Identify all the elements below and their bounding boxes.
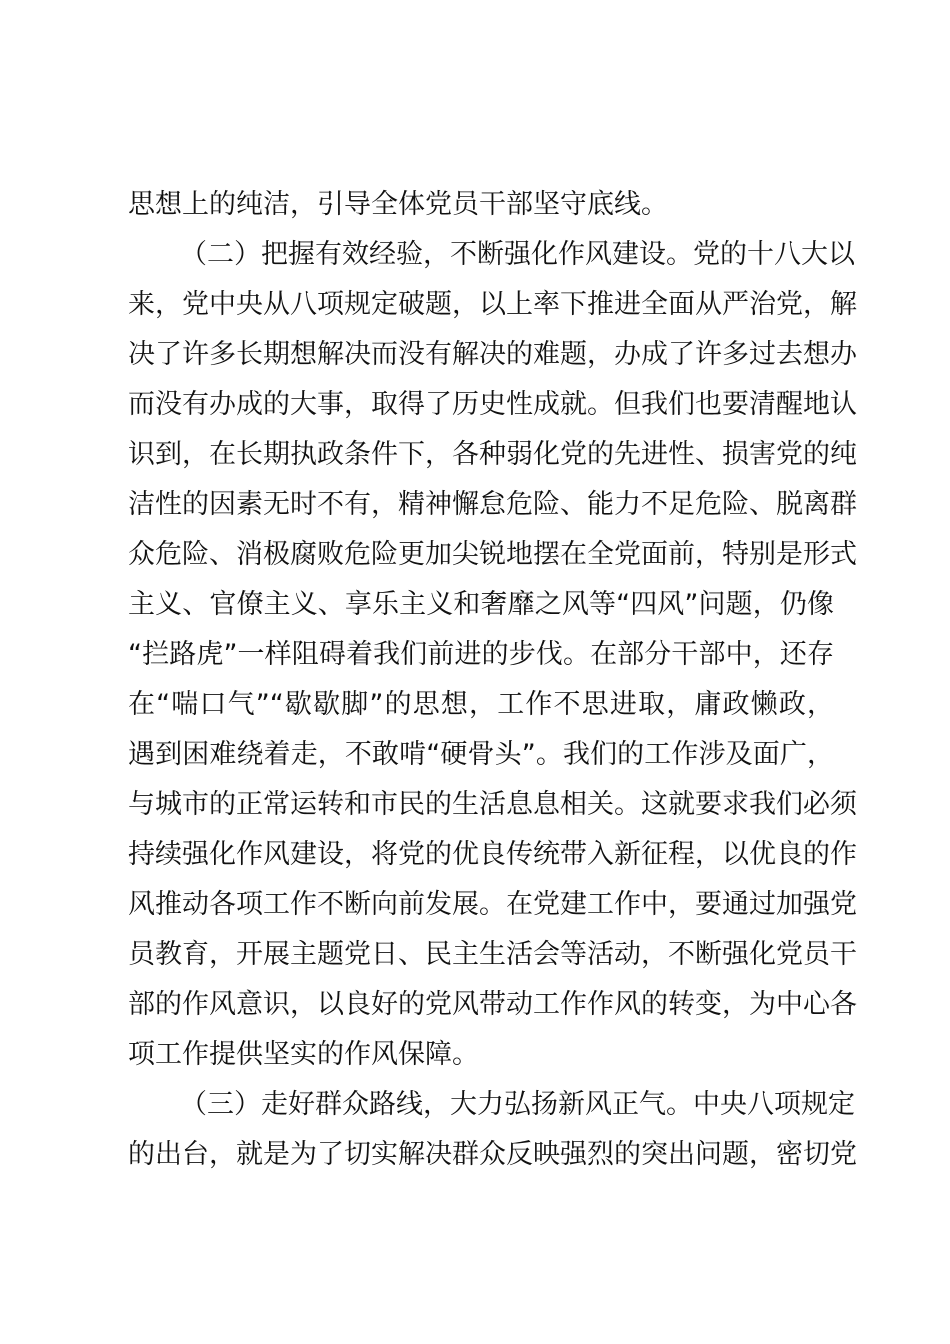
text-line: 与城市的正常运转和市民的生活息息相关。这就要求我们必须 — [128, 789, 857, 820]
text-line: 风推动各项工作不断向前发展。在党建工作中，要通过加强党 — [128, 889, 857, 920]
text-line: 来，党中央从八项规定破题，以上率下推进全面从严治党，解 — [128, 289, 857, 320]
text-line: 部的作风意识，以良好的党风带动工作作风的转变，为中心各 — [128, 989, 857, 1020]
text-line: 持续强化作风建设，将党的优良传统带入新征程，以优良的作 — [128, 839, 857, 870]
text-line: 识到，在长期执政条件下，各种弱化党的先进性、损害党的纯 — [128, 439, 857, 470]
text-line: 项工作提供坚实的作风保障。 — [128, 1039, 479, 1070]
text-line: 遇到困难绕着走，不敢啃“硬骨头”。我们的工作涉及面广， — [128, 739, 834, 770]
section-heading-line: （二）把握有效经验，不断强化作风建设。党的十八大以 — [180, 239, 855, 270]
section-heading-line: （三）走好群众路线，大力弘扬新风正气。中央八项规定 — [180, 1089, 855, 1120]
text-line: 决了许多长期想解决而没有解决的难题，办成了许多过去想办 — [128, 339, 857, 370]
text-line: 众危险、消极腐败危险更加尖锐地摆在全党面前，特别是形式 — [128, 539, 857, 570]
text-line: 在“喘口气”“歇歇脚”的思想，工作不思进取，庸政懒政， — [128, 689, 834, 720]
text-line: “拦路虎”一样阻碍着我们前进的步伐。在部分干部中，还存 — [128, 639, 834, 670]
text-line: 员教育，开展主题党日、民主生活会等活动，不断强化党员干 — [128, 939, 857, 970]
text-line: 思想上的纯洁，引导全体党员干部坚守底线。 — [128, 189, 668, 220]
text-line: 洁性的因素无时不有，精神懈怠危险、能力不足危险、脱离群 — [128, 489, 857, 520]
text-line: 主义、官僚主义、享乐主义和奢靡之风等“四风”问题，仍像 — [128, 589, 834, 620]
text-line: 而没有办成的大事，取得了历史性成就。但我们也要清醒地认 — [128, 389, 857, 420]
text-line: 的出台，就是为了切实解决群众反映强烈的突出问题，密切党 — [128, 1139, 857, 1170]
